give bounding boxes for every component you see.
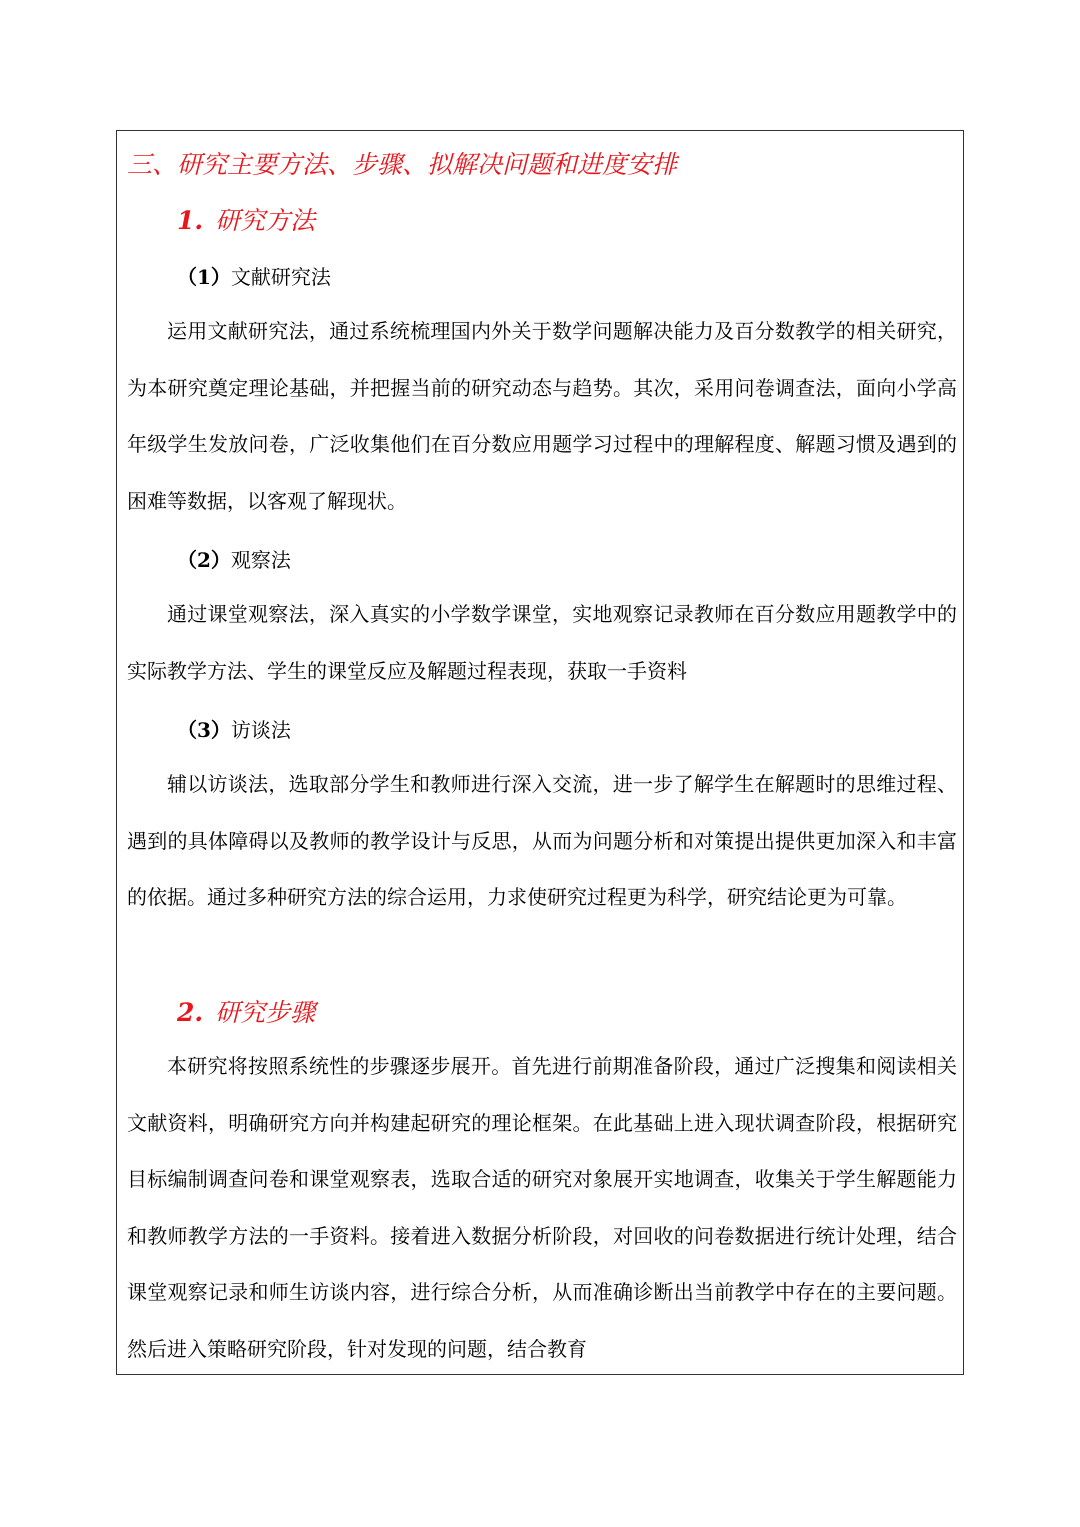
method-1-title: 文献研究法 <box>230 265 331 289</box>
method-3-heading <box>177 714 291 743</box>
method-1-paragraph: 运用文献研究法，通过系统梳理国内外关于数学问题解决能力及百分数教学的相关研究，为本研究奠定理论基础，并把握当前的研究动态与趋势。其次，采用问卷调查法，面向小学高年级学生发放问卷，广泛收集他们在百分数应用题学习过程中的理解程度、解题习惯及遇到的困难等数据，以客观了解现状。 <box>127 319 957 513</box>
steps-title: 研究步骤 <box>215 998 316 1027</box>
method-1-heading <box>177 261 331 290</box>
method-3-paragraph: 辅以访谈法，选取部分学生和教师进行深入交流，进一步了解学生在解题时的思维过程、遇到的具体障碍以及教师的教学设计与反思，从而为问题分析和对策提出提供更加深入和丰富的依据。通过多种研究方法的综合运用，力求使研究过程更为科学，研究结论更为可靠。 <box>127 772 957 910</box>
methods-heading <box>177 201 315 237</box>
steps-number: 2. <box>177 998 204 1027</box>
steps-paragraph: 本研究将按照系统性的步骤逐步展开。首先进行前期准备阶段，通过广泛搜集和阅读相关文献资料，明确研究方向并构建起研究的理论框架。在此基础上进入现状调查阶段，根据研究目标编制调查问卷和课堂观察表，选取合适的研究对象展开实地调查，收集关于学生解题能力和教师教学方法的一手资料。接着进入数据分析阶段，对回收的问卷数据进行统计处理，结合课堂观察记录和师生访谈内容，进行综合分析，从而准确诊断出当前教学中存在的主要问题。然后进入策略研究阶段，针对发现的问题，结合教育 <box>127 1054 957 1361</box>
method-3-title: 访谈法 <box>230 718 291 742</box>
method-1-label: （1） <box>177 265 231 289</box>
method-2-label: （2） <box>177 548 231 572</box>
methods-title: 研究方法 <box>215 206 316 235</box>
methods-number: 1. <box>177 206 204 235</box>
method-2-paragraph: 通过课堂观察法，深入真实的小学数学课堂，实地观察记录教师在百分数应用题教学中的实际教学方法、学生的课堂反应及解题过程表现，获取一手资料 <box>127 602 957 683</box>
steps-heading <box>177 993 315 1029</box>
method-3-label: （3） <box>177 718 231 742</box>
content-table-cell <box>116 130 964 1375</box>
method-2-title: 观察法 <box>230 548 291 572</box>
method-2-heading <box>177 544 291 573</box>
section-heading: 三、研究主要方法、步骤、拟解决问题和进度安排 <box>127 150 678 179</box>
